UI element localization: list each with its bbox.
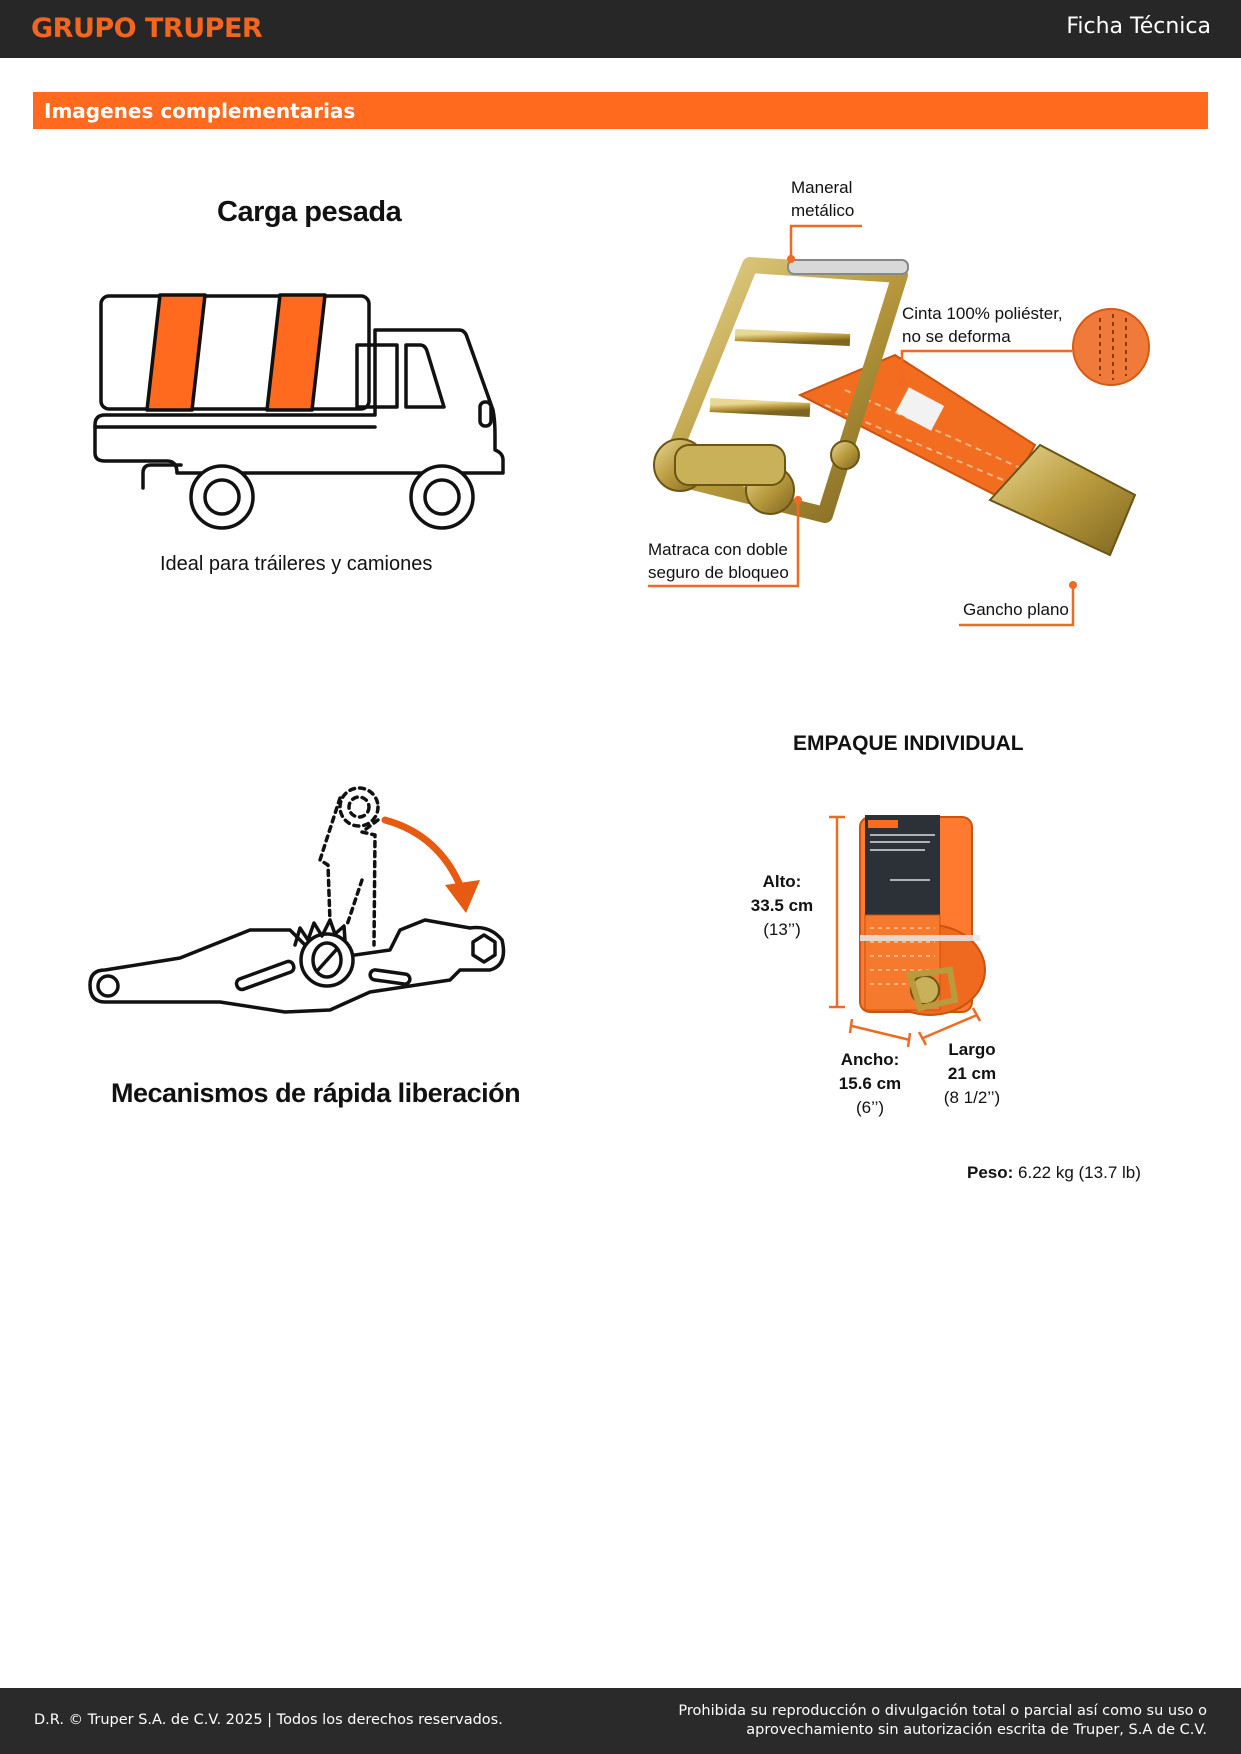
heavy-load-caption: Ideal para tráileres y camiones (160, 553, 433, 575)
height-cm: 33.5 cm (750, 896, 814, 915)
brand-logo: GRUPO TRUPER (31, 13, 263, 44)
length-in: (8 1/2’’) (943, 1088, 1001, 1107)
legal-notice-line1: Prohibida su reproducción o divulgación total o parcial así como su uso o (678, 1703, 1207, 1719)
dimension-length (932, 1038, 1012, 1110)
length-cm: 21 cm (947, 1064, 997, 1083)
section-title: Imagenes complementarias (44, 99, 356, 123)
callout-ratchet-line1: Matraca con doble (648, 540, 788, 559)
weight-label: Peso: (967, 1163, 1014, 1182)
width-cm: 15.6 cm (838, 1074, 902, 1093)
copyright-notice: D.R. © Truper S.A. de C.V. 2025 | Todos los derechos reservados. (34, 1712, 503, 1728)
height-label: Alto: (762, 872, 802, 891)
page-footer (0, 1688, 1241, 1754)
height-in: (13’’) (763, 920, 801, 939)
width-label: Ancho: (840, 1050, 900, 1069)
release-title: Mecanismos de rápida liberación (111, 1078, 521, 1108)
package-weight (967, 1163, 1141, 1183)
width-in: (6’’) (855, 1098, 885, 1117)
callout-strap-line2: no se deforma (902, 327, 1011, 346)
legal-notice-line2: aprovechamiento sin autorización escrita de Truper, S.A de C.V. (746, 1722, 1207, 1738)
callout-handle-line2: metálico (791, 201, 855, 220)
package-title: EMPAQUE INDIVIDUAL (793, 732, 1024, 755)
callout-strap-line1: Cinta 100% poliéster, (902, 304, 1063, 323)
dimension-height (742, 870, 822, 942)
callout-ratchet-line2: seguro de bloqueo (648, 563, 789, 582)
legal-notice (607, 1702, 1207, 1740)
dimension-width (830, 1048, 910, 1120)
callout-hook: Gancho plano (963, 600, 1069, 619)
heavy-load-title: Carga pesada (217, 196, 402, 228)
weight-value: 6.22 kg (13.7 lb) (1018, 1163, 1141, 1182)
length-label: Largo (948, 1040, 996, 1059)
callout-handle-line1: Maneral (791, 178, 853, 197)
document-type: Ficha Técnica (1066, 14, 1211, 39)
